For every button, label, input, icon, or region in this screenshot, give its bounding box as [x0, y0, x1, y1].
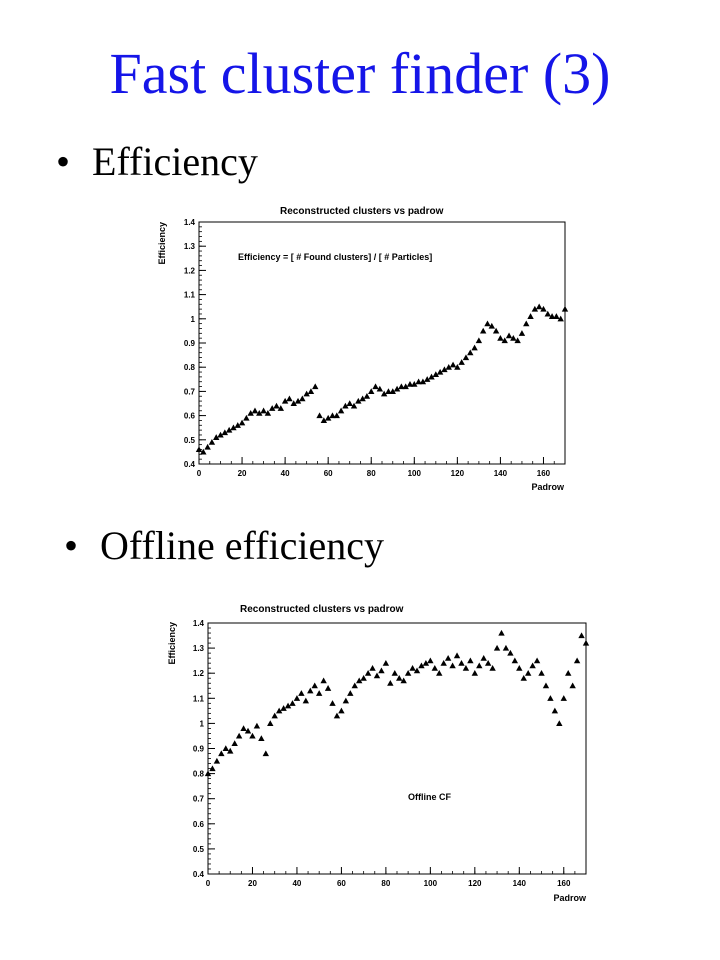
data-point [223, 745, 229, 751]
data-point [521, 675, 527, 681]
data-point [506, 333, 512, 339]
slide-title: Fast cluster finder (3) [109, 41, 611, 106]
data-point [484, 320, 490, 326]
y-tick-label: 1.2 [183, 266, 195, 276]
data-point [272, 713, 278, 719]
data-point [578, 632, 584, 638]
x-tick-label: 20 [237, 469, 247, 478]
x-axis-label: Padrow [531, 482, 564, 492]
data-point [485, 660, 491, 666]
y-tick-label: 0.5 [192, 844, 204, 854]
y-tick-label: 0.6 [183, 411, 195, 421]
data-point [218, 750, 224, 756]
bullet-marker: • [56, 139, 71, 184]
data-point [552, 708, 558, 714]
data-point [561, 695, 567, 701]
data-point [529, 662, 535, 668]
data-point [325, 685, 331, 691]
data-point [463, 665, 469, 671]
y-tick-label: 0.9 [192, 744, 204, 754]
data-point [449, 662, 455, 668]
data-point [498, 630, 504, 636]
x-tick-label: 60 [336, 879, 346, 888]
data-point [480, 328, 486, 334]
x-tick-label: 160 [557, 879, 571, 888]
y-tick-label: 0.4 [183, 460, 195, 469]
data-point [294, 695, 300, 701]
data-point [298, 690, 304, 696]
chart-title: Reconstructed clusters vs padrow [240, 604, 404, 615]
data-point [409, 665, 415, 671]
y-tick-label: 0.7 [192, 794, 204, 804]
y-tick-label: 1.2 [192, 669, 204, 679]
data-point [329, 700, 335, 706]
data-point [556, 720, 562, 726]
data-point [252, 408, 258, 414]
data-point [214, 758, 220, 764]
data-point [360, 675, 366, 681]
data-point [249, 733, 255, 739]
x-tick-label: 120 [468, 879, 482, 888]
data-point [405, 670, 411, 676]
data-point [369, 665, 375, 671]
data-point [312, 383, 318, 389]
x-tick-label: 0 [205, 879, 211, 888]
y-tick-label: 1 [199, 719, 204, 729]
data-point [254, 723, 260, 729]
y-tick-label: 1.1 [183, 290, 195, 300]
x-tick-label: 80 [366, 469, 376, 478]
data-point [476, 662, 482, 668]
bullet-label: Efficiency [92, 139, 258, 184]
data-point [527, 313, 533, 319]
data-point [489, 665, 495, 671]
bullet-efficiency [56, 138, 258, 186]
data-point [383, 660, 389, 666]
x-tick-label: 100 [407, 469, 421, 478]
y-tick-label: 1.3 [183, 242, 195, 252]
data-point [497, 335, 503, 341]
data-point [512, 657, 518, 663]
data-point [583, 640, 589, 646]
data-point [436, 670, 442, 676]
x-tick-label: 40 [292, 879, 302, 888]
data-point [440, 660, 446, 666]
data-point [343, 698, 349, 704]
data-point [347, 400, 353, 406]
data-point [258, 735, 264, 741]
data-point [536, 304, 542, 310]
data-point [334, 713, 340, 719]
y-tick-label: 0.8 [183, 363, 195, 373]
data-point [569, 683, 575, 689]
x-tick-label: 160 [536, 469, 551, 478]
data-point [516, 665, 522, 671]
bullet-offline-efficiency [64, 522, 384, 570]
data-point [267, 720, 273, 726]
data-point [231, 740, 237, 746]
data-point [365, 670, 371, 676]
data-point [372, 383, 378, 389]
chart-annotation: Efficiency = [ # Found clusters] / [ # Particles] [238, 252, 433, 262]
data-point [494, 645, 500, 651]
x-tick-label: 0 [196, 469, 202, 478]
y-tick-label: 0.5 [183, 435, 195, 445]
x-tick-label: 140 [493, 469, 508, 478]
data-point [525, 670, 531, 676]
data-point [316, 412, 322, 418]
y-tick-label: 0.7 [183, 387, 195, 397]
data-point [458, 660, 464, 666]
data-point [481, 655, 487, 661]
data-point [307, 688, 313, 694]
data-point [303, 698, 309, 704]
y-tick-label: 0.8 [192, 769, 204, 779]
efficiency-chart [150, 198, 570, 494]
data-point [507, 650, 513, 656]
data-point [476, 337, 482, 343]
y-tick-label: 0.6 [192, 819, 204, 829]
x-tick-label: 120 [450, 469, 465, 478]
x-axis-label: Padrow [553, 893, 586, 903]
data-point [472, 670, 478, 676]
y-axis-label: Efficiency [167, 622, 177, 665]
data-point [263, 750, 269, 756]
data-point [378, 667, 384, 673]
data-point [240, 725, 246, 731]
data-point [432, 665, 438, 671]
data-point [387, 680, 393, 686]
plot-frame [208, 623, 586, 874]
data-point [471, 345, 477, 351]
bullet-marker: • [64, 523, 79, 568]
data-point [312, 683, 318, 689]
y-tick-label: 0.4 [192, 870, 204, 879]
data-point [553, 313, 559, 319]
data-point [445, 655, 451, 661]
data-point [392, 670, 398, 676]
y-tick-label: 1.4 [183, 218, 195, 227]
chart-title: Reconstructed clusters vs padrow [280, 206, 444, 217]
data-point [320, 678, 326, 684]
data-point [565, 670, 571, 676]
y-tick-label: 1 [190, 314, 195, 324]
x-tick-label: 140 [512, 879, 526, 888]
data-point [503, 645, 509, 651]
x-tick-label: 60 [323, 469, 333, 478]
data-point [454, 652, 460, 658]
bullet-label: Offline efficiency [100, 523, 384, 568]
x-tick-label: 80 [381, 879, 391, 888]
data-point [289, 700, 295, 706]
data-point [534, 657, 540, 663]
data-point [260, 408, 266, 414]
data-point [236, 733, 242, 739]
data-point [374, 673, 380, 679]
y-tick-label: 1.1 [192, 694, 204, 704]
data-point [450, 362, 456, 368]
y-tick-label: 1.4 [192, 619, 204, 628]
data-point [347, 690, 353, 696]
offline-efficiency-chart [160, 596, 590, 906]
data-point [316, 690, 322, 696]
data-point [519, 330, 525, 336]
x-tick-label: 20 [248, 879, 257, 888]
data-point [543, 683, 549, 689]
y-tick-label: 0.9 [183, 339, 195, 348]
data-point [574, 657, 580, 663]
data-point [427, 657, 433, 663]
data-point [562, 306, 568, 312]
y-axis-label: Efficiency [157, 222, 167, 265]
data-point [538, 670, 544, 676]
data-point [467, 657, 473, 663]
y-tick-label: 1.3 [192, 644, 204, 654]
data-point [286, 395, 292, 401]
data-point [523, 320, 529, 326]
data-point [352, 683, 358, 689]
data-point [396, 675, 402, 681]
data-point [273, 403, 279, 409]
chart-annotation: Offline CF [408, 792, 451, 802]
x-tick-label: 40 [280, 469, 290, 478]
x-tick-label: 100 [423, 879, 438, 888]
data-point [547, 695, 553, 701]
data-point [338, 708, 344, 714]
